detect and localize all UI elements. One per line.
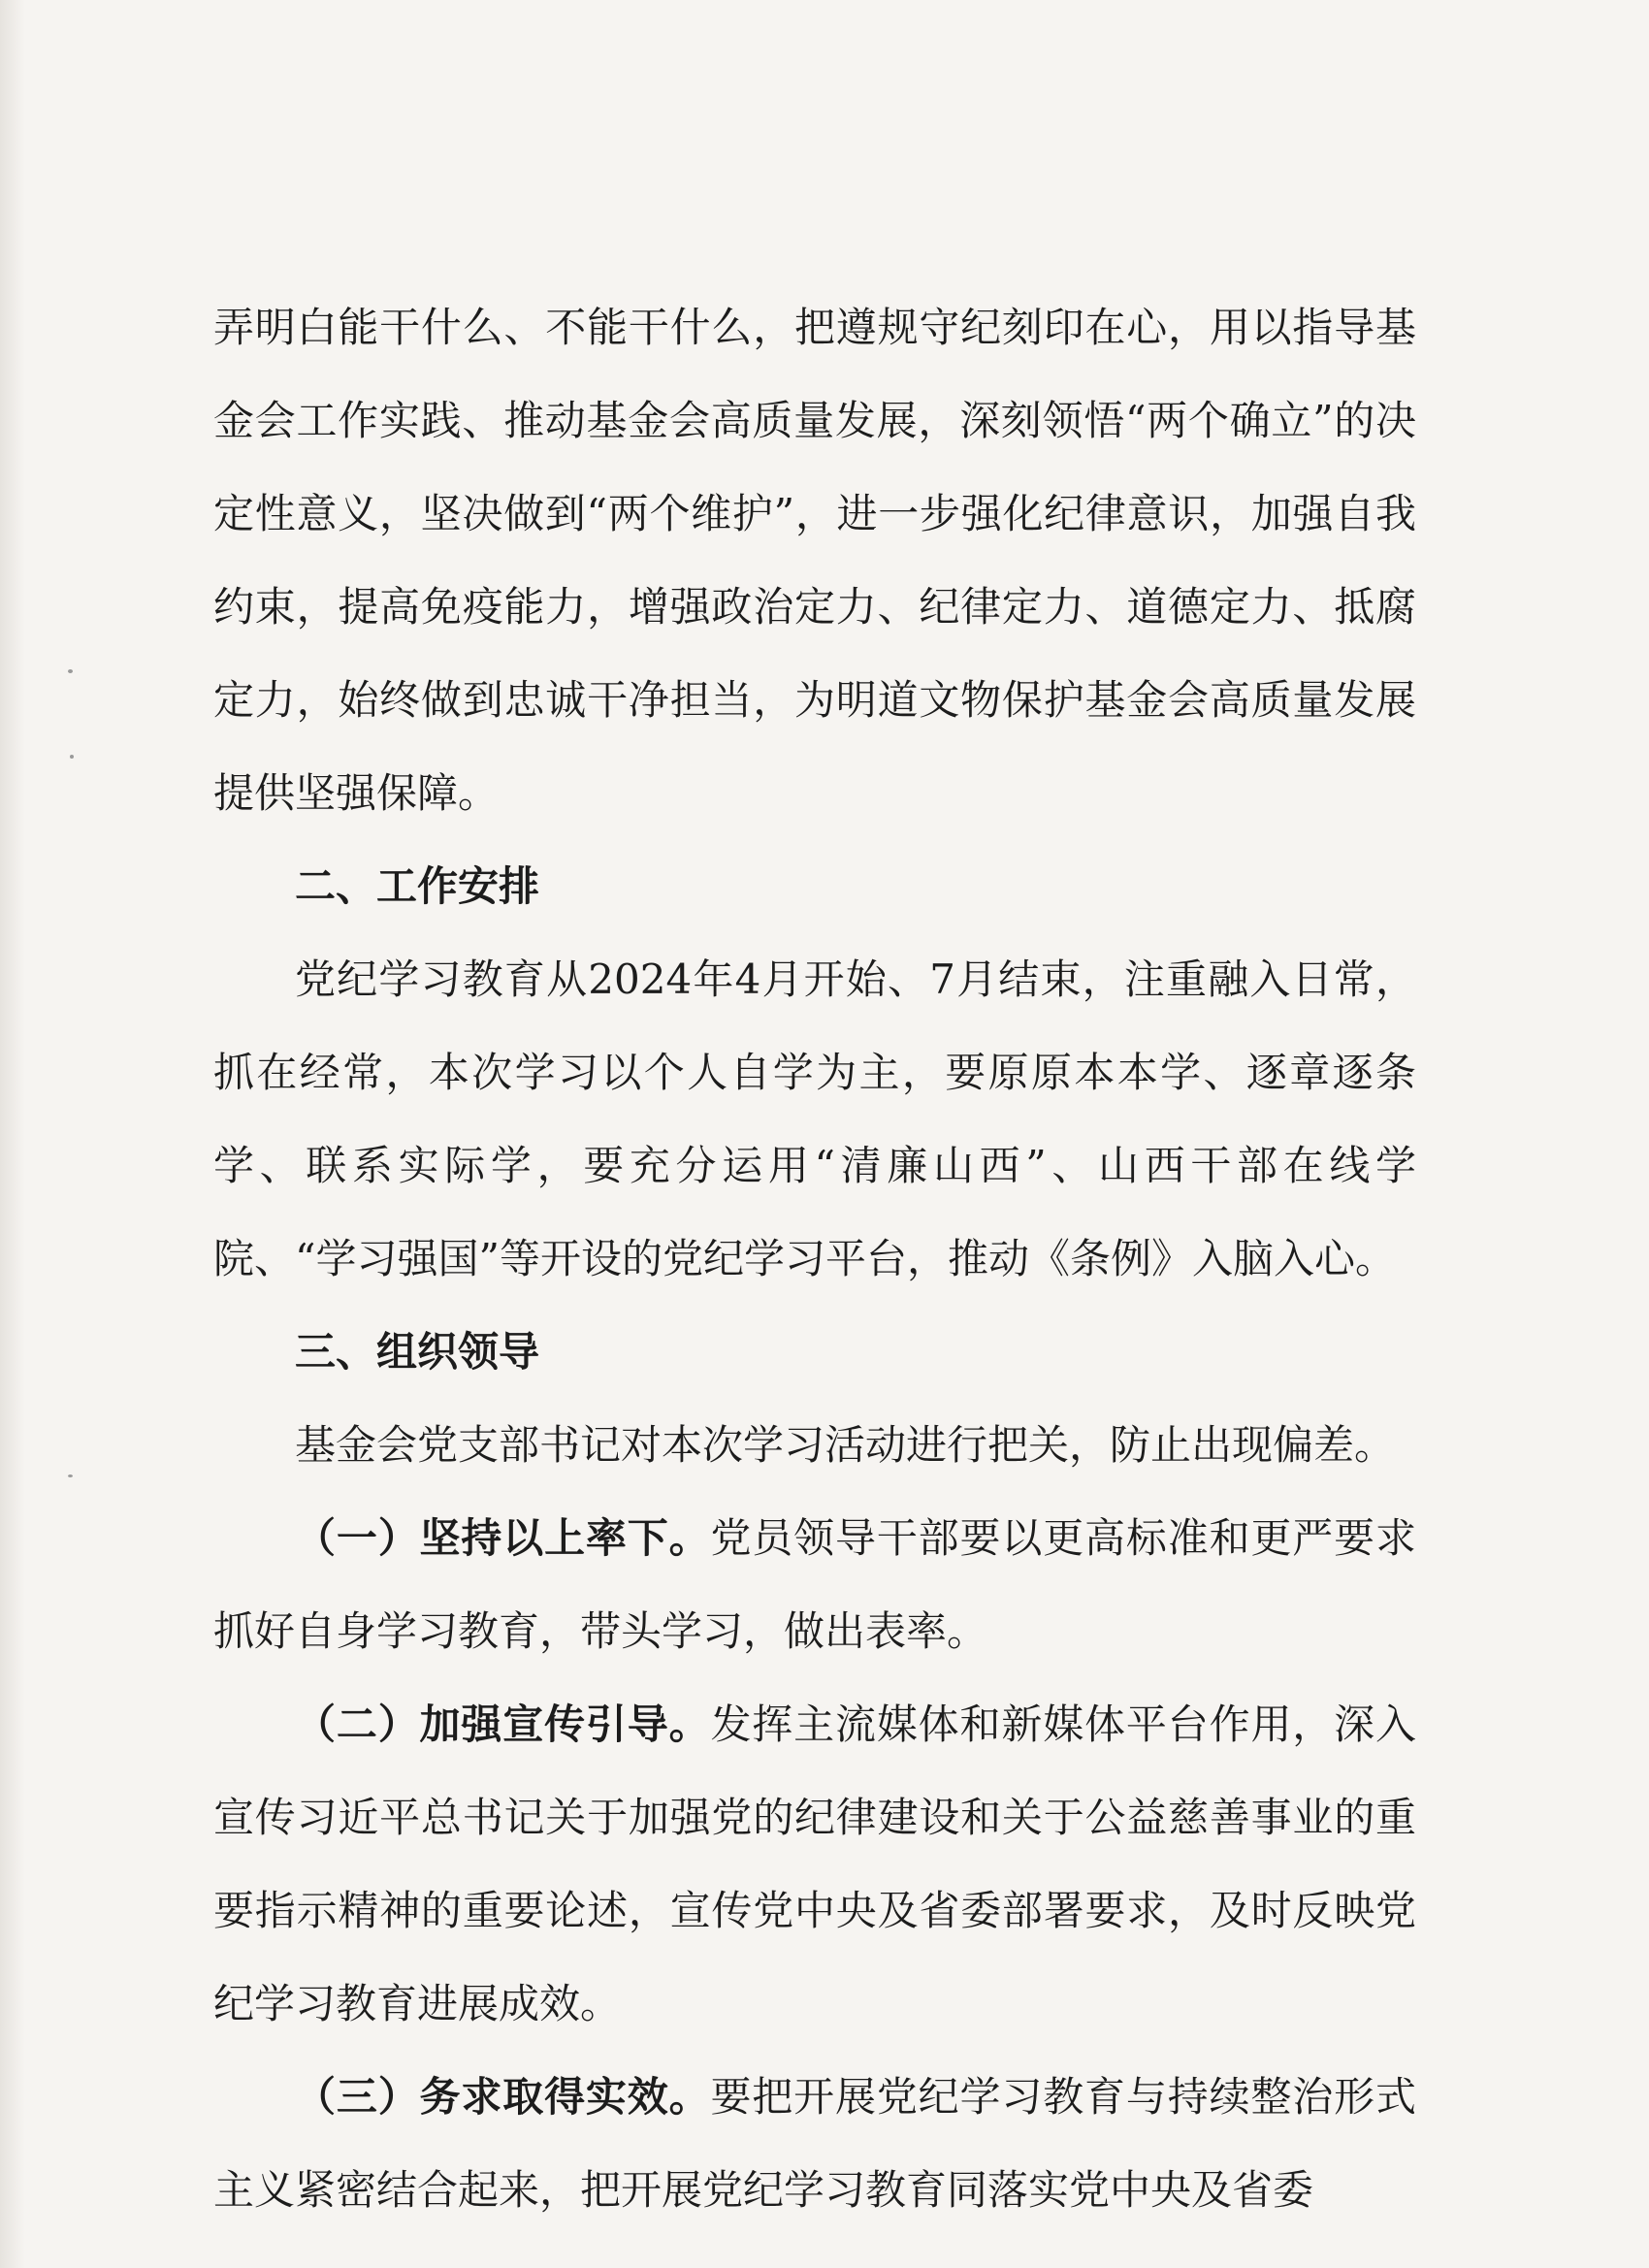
body-paragraph-1: 弄明白能干什么、不能干什么，把遵规守纪刻印在心，用以指导基金会工作实践、推动基金会高质量发展，深刻领悟“两个确立”的决定性意义，坚决做到“两个维护”，进一步强化纪律意识，加强自我约束，提高免疫能力，增强政治定力、纪律定力、道德定力、抵腐定力，始终做到忠诚干净担当，为明道文物保护基金会高质量发展提供坚强保障。 bbox=[213, 304, 1416, 817]
list-item-1-text: 党员领导干部要以更高标准和更严要求抓好自身学习教育，带头学习，做出表率。 bbox=[213, 1514, 1416, 1655]
scan-speck bbox=[68, 1474, 73, 1477]
list-item-1-label: （一）坚持以上率下。 bbox=[295, 1514, 711, 1562]
document-body bbox=[213, 281, 1416, 2237]
body-paragraph-2: 党纪学习教育从2024年4月开始、7月结束，注重融入日常，抓在经常，本次学习以个人自学为主，要原原本本学、逐章逐条学、联系实际学，要充分运用“清廉山西”、山西干部在线学院、“学习强国”等开设的党纪学习平台，推动《条例》入脑入心。 bbox=[213, 956, 1416, 1282]
scan-edge-shadow bbox=[0, 0, 25, 2268]
section-heading-organization: 三、组织领导 bbox=[295, 1328, 540, 1376]
list-item-2-label: （二）加强宣传引导。 bbox=[295, 1701, 711, 1748]
body-paragraph-3: 基金会党支部书记对本次学习活动进行把关，防止出现偏差。 bbox=[295, 1421, 1396, 1469]
list-item-1 bbox=[213, 1492, 1416, 1678]
list-item-2-text: 发挥主流媒体和新媒体平台作用，深入宣传习近平总书记关于加强党的纪律建设和关于公益慈善事业的重要指示精神的重要论述，宣传党中央及省委部署要求，及时反映党纪学习教育进展成效。 bbox=[213, 1701, 1416, 2027]
list-item-3-text: 要把开展党纪学习教育与持续整治形式主义紧密结合起来，把开展党纪学习教育同落实党中央及省委 bbox=[213, 2073, 1416, 2214]
scan-speck bbox=[68, 669, 73, 673]
scan-speck bbox=[70, 755, 74, 759]
list-item-3-label: （三）务求取得实效。 bbox=[295, 2073, 711, 2121]
section-heading-work-arrangement: 二、工作安排 bbox=[295, 862, 540, 910]
list-item-3 bbox=[213, 2051, 1416, 2237]
list-item-2 bbox=[213, 1678, 1416, 2051]
